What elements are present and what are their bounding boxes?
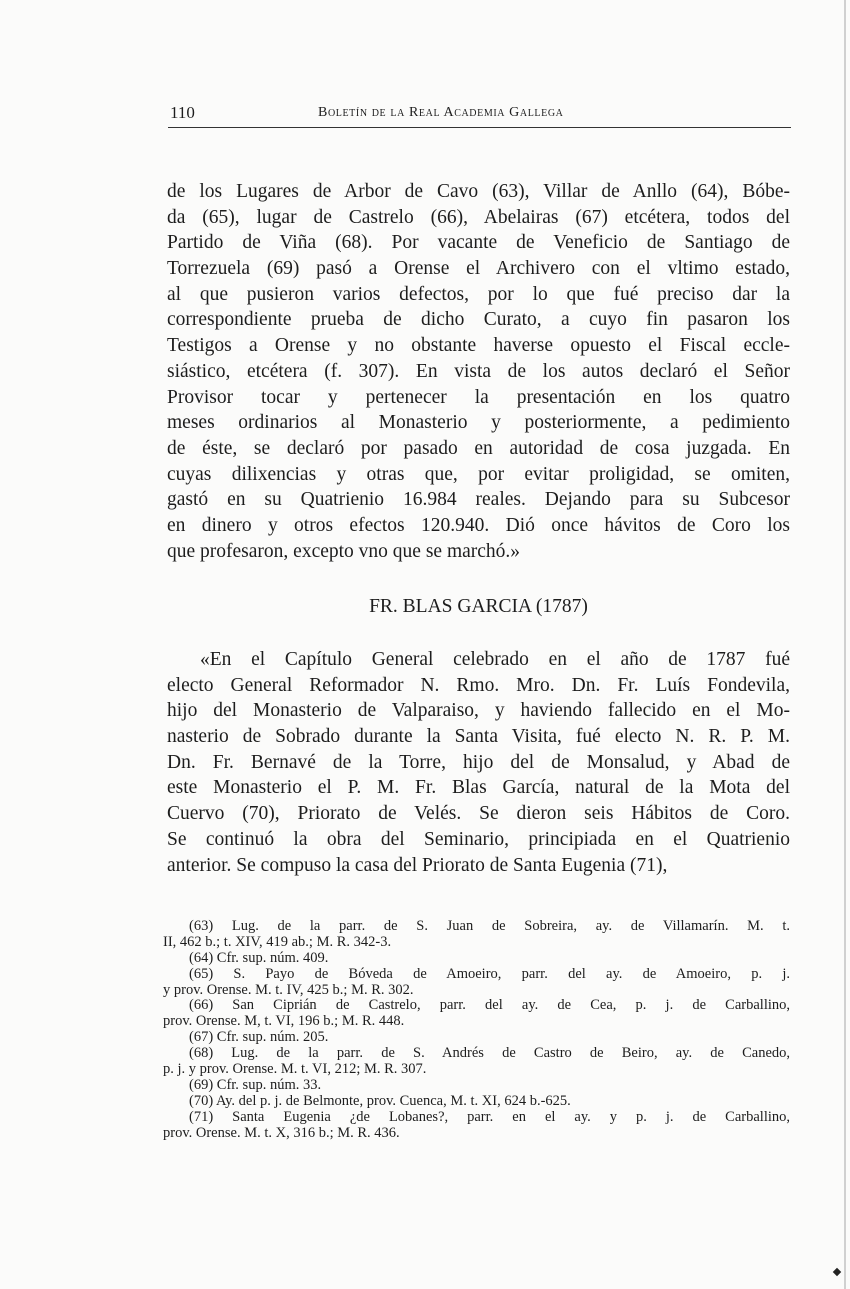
text-line: de éste, se declaró por pasado en autoridad de cosa juzgada. En xyxy=(167,437,790,459)
text-line: cuyas dilixencias y otras que, por evitar proligidad, se omiten, xyxy=(167,463,790,485)
text-line: meses ordinarios al Monasterio y posteriormente, a pedimiento xyxy=(167,412,790,434)
paragraph-1 xyxy=(167,179,790,564)
text-line: «En el Capítulo General celebrado en el año de 1787 fué xyxy=(200,649,790,670)
scan-edge xyxy=(844,0,846,1289)
page-number: 110 xyxy=(170,103,195,122)
text-line: da (65), lugar de Castrelo (66), Abelairas (67) etcétera, todos del xyxy=(167,206,790,228)
text-line: Se continuó la obra del Seminario, principiada en el Quatrienio xyxy=(167,828,790,850)
footnote-line: (70) Ay. del p. j. de Belmonte, prov. Cuenca, M. t. XI, 624 b.-625. xyxy=(189,1092,571,1109)
footnote-line: (64) Cfr. sup. núm. 409. xyxy=(189,949,329,966)
text-line: en dinero y otros efectos 120.940. Dió once hávitos de Coro los xyxy=(167,514,790,536)
text-line: que profesaron, excepto vno que se marchó.» xyxy=(167,540,521,562)
footnote-line: II, 462 b.; t. XIV, 419 ab.; M. R. 342-3. xyxy=(163,933,392,950)
footnote-line: (69) Cfr. sup. núm. 33. xyxy=(189,1076,322,1093)
footnote-line: (65) S. Payo de Bóveda de Amoeiro, parr. del ay. de Amoeiro, p. j. xyxy=(189,965,790,982)
text-line: Testigos a Orense y no obstante haverse opuesto el Fiscal eccle- xyxy=(167,335,790,357)
paragraph-2 xyxy=(167,647,790,878)
footnotes xyxy=(163,919,790,1141)
text-line: electo General Reformador N. Rmo. Mro. Dn. Fr. Luís Fondevila, xyxy=(167,674,790,696)
text-line: Partido de Viña (68). Por vacante de Veneficio de Santiago de xyxy=(167,232,790,254)
text-line: correspondiente prueba de dicho Curato, a cuyo fin pasaron los xyxy=(167,309,790,331)
text-line: este Monasterio el P. M. Fr. Blas García, natural de la Mota del xyxy=(167,777,790,799)
running-header xyxy=(170,103,790,127)
text-line: Provisor tocar y pertenecer la presentación en los quatro xyxy=(167,386,790,408)
footnote-line: p. j. y prov. Orense. M. t. VI, 212; M. R. 307. xyxy=(163,1061,427,1078)
text-line: Cuervo (70), Priorato de Velés. Se dieron seis Hábitos de Coro. xyxy=(167,803,790,825)
running-title: Boletín de la Real Academia Gallega xyxy=(318,105,564,120)
header-rule xyxy=(168,127,791,128)
text-line: al que pusieron varios defectos, por lo que fué preciso dar la xyxy=(167,283,790,305)
text-line: Dn. Fr. Bernavé de la Torre, hijo del de Monsalud, y Abad de xyxy=(167,751,790,773)
text-line: nasterio de Sobrado durante la Santa Visita, fué electo N. R. P. M. xyxy=(167,726,790,748)
text-line: hijo del Monasterio de Valparaiso, y haviendo fallecido en el Mo- xyxy=(167,700,790,722)
scan-mark xyxy=(833,1268,841,1276)
footnote-line: (71) Santa Eugenia ¿de Lobanes?, parr. en el ay. y p. j. de Carballino, xyxy=(189,1108,790,1125)
footnote-line: (63) Lug. de la parr. de S. Juan de Sobreira, ay. de Villamarín. M. t. xyxy=(189,918,790,934)
text-line: Torrezuela (69) pasó a Orense el Archivero con el vltimo estado, xyxy=(167,258,790,280)
text-line: de los Lugares de Arbor de Cavo (63), Villar de Anllo (64), Bóbe- xyxy=(167,181,790,202)
footnote-line: (66) San Ciprián de Castrelo, parr. del ay. de Cea, p. j. de Carballino, xyxy=(189,997,790,1014)
footnote-line: (67) Cfr. sup. núm. 205. xyxy=(189,1029,329,1046)
footnote-line: prov. Orense. M. t. X, 316 b.; M. R. 436. xyxy=(163,1124,400,1141)
text-line: gastó en su Quatrienio 16.984 reales. Dejando para su Subcesor xyxy=(167,489,790,511)
footnote-line: prov. Orense. M, t. VI, 196 b.; M. R. 448. xyxy=(163,1013,405,1030)
text-line: siástico, etcétera (f. 307). En vista de los autos declaró el Señor xyxy=(167,360,790,382)
footnote-line: y prov. Orense. M. t. IV, 425 b.; M. R. 302. xyxy=(163,981,414,998)
text-line: anterior. Se compuso la casa del Priorato de Santa Eugenia (71), xyxy=(167,854,668,876)
footnote-line: (68) Lug. de la parr. de S. Andrés de Castro de Beiro, ay. de Canedo, xyxy=(189,1045,790,1062)
section-heading: FR. BLAS GARCIA (1787) xyxy=(369,596,588,617)
